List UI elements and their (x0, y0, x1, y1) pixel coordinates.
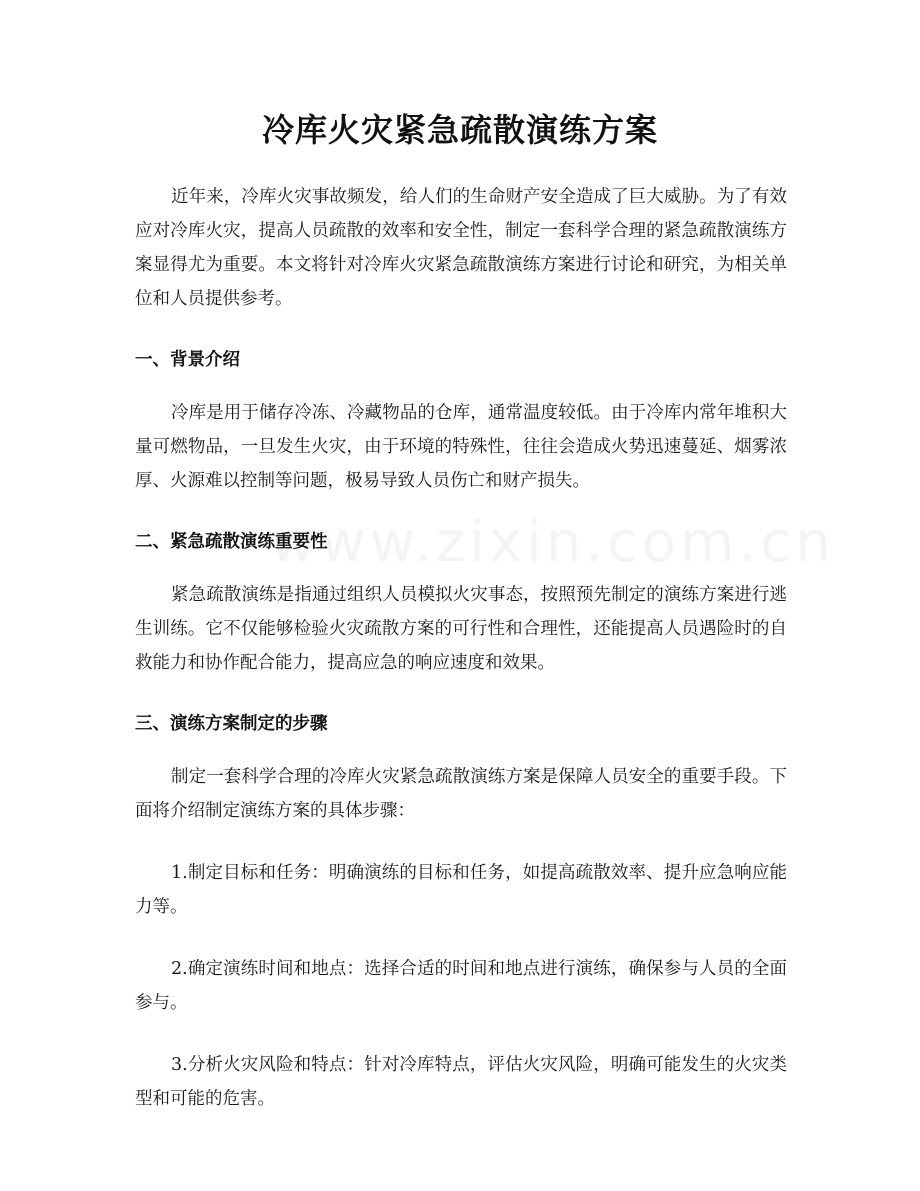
document-body (135, 180, 787, 1144)
section-paragraph: 紧急疏散演练是指通过组织人员模拟火灾事态，按照预先制定的演练方案进行逃生训练。它不仅能够检验火灾疏散方案的可行性和合理性，还能提高人员遇险时的自救能力和协作配合能力，提高应急的响应速度和效果。 (135, 585, 787, 673)
watermark: www.zixin.com.cn (270, 510, 835, 575)
step-item: 3.分析火灾风险和特点：针对冷库特点，评估火灾风险，明确可能发生的火灾类型和可能的危害。 (135, 1055, 787, 1109)
section-importance (135, 526, 787, 680)
section-heading: 三、演练方案制定的步骤 (135, 714, 328, 734)
step-item: 2.确定演练时间和地点：选择合适的时间和地点进行演练，确保参与人员的全面参与。 (135, 959, 787, 1013)
section-steps (135, 708, 787, 1116)
section-heading: 二、紧急疏散演练重要性 (135, 532, 328, 552)
section-paragraph: 制定一套科学合理的冷库火灾紧急疏散演练方案是保障人员安全的重要手段。下面将介绍制定演练方案的具体步骤： (135, 767, 787, 821)
intro-paragraph: 近年来，冷库火灾事故频发，给人们的生命财产安全造成了巨大威胁。为了有效应对冷库火灾，提高人员疏散的效率和安全性，制定一套科学合理的紧急疏散演练方案显得尤为重要。本文将针对冷库火灾紧急疏散演练方案进行讨论和研究，为相关单位和人员提供参考。 (135, 187, 787, 309)
section-background (135, 344, 787, 498)
section-paragraph: 冷库是用于储存冷冻、冷藏物品的仓库，通常温度较低。由于冷库内常年堆积大量可燃物品，一旦发生火灾，由于环境的特殊性，往往会造成火势迅速蔓延、烟雾浓厚、火源难以控制等问题，极易导致人员伤亡和财产损失。 (135, 403, 787, 491)
document-title: 冷库火灾紧急疏散演练方案 (261, 111, 658, 149)
step-item: 1.制定目标和任务：明确演练的目标和任务，如提高疏散效率、提升应急响应能力等。 (135, 863, 787, 917)
section-heading: 一、背景介绍 (135, 350, 240, 370)
